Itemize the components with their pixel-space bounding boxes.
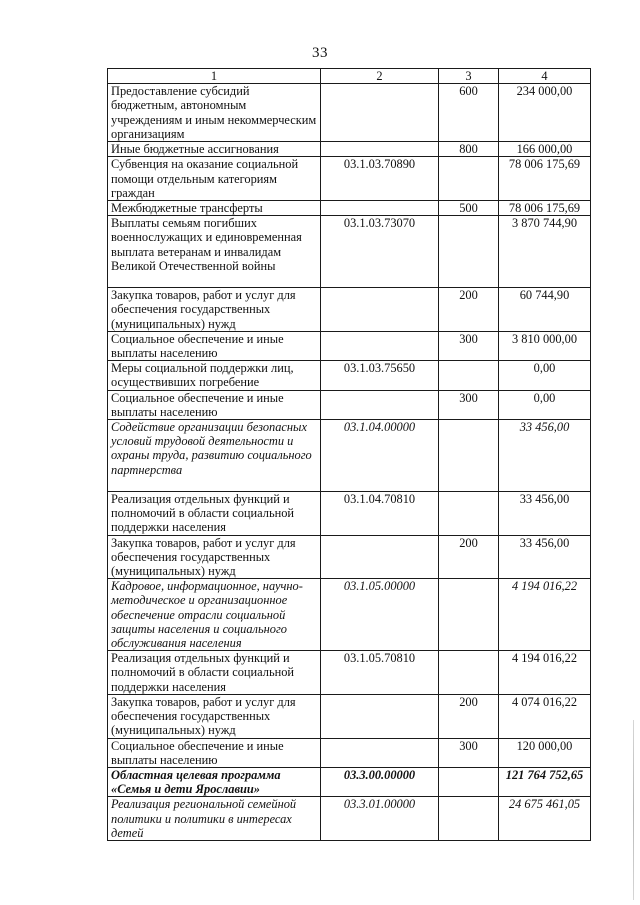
header-cell: 4 — [499, 69, 591, 84]
table-row — [108, 142, 591, 157]
table-row — [108, 157, 591, 201]
row-name-cell: Межбюджетные трансферты — [108, 201, 321, 216]
budget-table — [107, 68, 591, 841]
row-code-cell: 03.1.04.70810 — [321, 492, 439, 536]
table-row — [108, 579, 591, 651]
row-expense-type-cell — [439, 651, 499, 695]
row-expense-type-cell: 200 — [439, 288, 499, 332]
row-code-cell — [321, 288, 439, 332]
table-row — [108, 492, 591, 536]
row-expense-type-cell: 600 — [439, 84, 499, 142]
row-amount-cell: 24 675 461,05 — [499, 797, 591, 841]
row-code-cell — [321, 738, 439, 767]
table-row — [108, 535, 591, 579]
row-expense-type-cell — [439, 492, 499, 536]
row-code-cell: 03.3.00.00000 — [321, 767, 439, 796]
row-name-cell: Закупка товаров, работ и услуг для обеспечения государственных (муниципальных) нужд — [108, 535, 321, 579]
row-name-cell: Областная целевая программа «Семья и дети Ярославии» — [108, 767, 321, 796]
row-amount-cell: 3 870 744,90 — [499, 216, 591, 288]
row-amount-cell: 121 764 752,65 — [499, 767, 591, 796]
row-name-cell: Предоставление субсидий бюджетным, автономным учреждениям и иным некоммерческим организациям — [108, 84, 321, 142]
table-row — [108, 84, 591, 142]
row-expense-type-cell — [439, 361, 499, 390]
row-expense-type-cell: 800 — [439, 142, 499, 157]
row-name-cell: Социальное обеспечение и иные выплаты населению — [108, 738, 321, 767]
row-amount-cell: 4 074 016,22 — [499, 694, 591, 738]
table-row — [108, 420, 591, 492]
row-expense-type-cell: 300 — [439, 390, 499, 419]
row-name-cell: Субвенция на оказание социальной помощи отдельным категориям граждан — [108, 157, 321, 201]
row-amount-cell: 120 000,00 — [499, 738, 591, 767]
row-code-cell: 03.1.04.00000 — [321, 420, 439, 492]
row-amount-cell: 0,00 — [499, 390, 591, 419]
row-code-cell: 03.1.03.70890 — [321, 157, 439, 201]
row-amount-cell: 4 194 016,22 — [499, 579, 591, 651]
row-expense-type-cell: 300 — [439, 331, 499, 360]
row-expense-type-cell — [439, 579, 499, 651]
table-row — [108, 361, 591, 390]
row-code-cell — [321, 535, 439, 579]
row-name-cell: Кадровое, информационное, научно-методическое и организационное обеспечение отрасли социальной защиты населения и социального обслуживания населения — [108, 579, 321, 651]
row-expense-type-cell — [439, 420, 499, 492]
table-row — [108, 216, 591, 288]
row-amount-cell: 60 744,90 — [499, 288, 591, 332]
header-cell: 3 — [439, 69, 499, 84]
table-row — [108, 797, 591, 841]
row-code-cell: 03.1.05.70810 — [321, 651, 439, 695]
row-code-cell — [321, 201, 439, 216]
row-amount-cell: 0,00 — [499, 361, 591, 390]
header-cell: 2 — [321, 69, 439, 84]
table-row — [108, 331, 591, 360]
row-amount-cell: 4 194 016,22 — [499, 651, 591, 695]
row-code-cell: 03.1.05.00000 — [321, 579, 439, 651]
scan-edge-artifact — [633, 720, 634, 900]
row-code-cell — [321, 694, 439, 738]
row-expense-type-cell: 200 — [439, 694, 499, 738]
row-code-cell — [321, 142, 439, 157]
row-code-cell: 03.3.01.00000 — [321, 797, 439, 841]
row-name-cell: Меры социальной поддержки лиц, осуществивших погребение — [108, 361, 321, 390]
row-code-cell: 03.1.03.75650 — [321, 361, 439, 390]
row-amount-cell: 33 456,00 — [499, 535, 591, 579]
row-expense-type-cell — [439, 157, 499, 201]
row-name-cell: Реализация региональной семейной политики и политики в интересах детей — [108, 797, 321, 841]
row-name-cell: Выплаты семьям погибших военнослужащих и единовременная выплата ветеранам и инвалидам Великой Отечественной войны — [108, 216, 321, 288]
table-row — [108, 651, 591, 695]
row-expense-type-cell: 300 — [439, 738, 499, 767]
row-amount-cell: 166 000,00 — [499, 142, 591, 157]
row-code-cell: 03.1.03.73070 — [321, 216, 439, 288]
table-row — [108, 738, 591, 767]
row-expense-type-cell — [439, 767, 499, 796]
row-expense-type-cell: 200 — [439, 535, 499, 579]
row-name-cell: Иные бюджетные ассигнования — [108, 142, 321, 157]
table-row — [108, 767, 591, 796]
row-expense-type-cell: 500 — [439, 201, 499, 216]
row-expense-type-cell — [439, 797, 499, 841]
page-number: 33 — [312, 45, 328, 61]
table-row — [108, 390, 591, 419]
row-name-cell: Содействие организации безопасных условий трудовой деятельности и охраны труда, развитию социального партнерства — [108, 420, 321, 492]
row-name-cell: Социальное обеспечение и иные выплаты населению — [108, 331, 321, 360]
header-cell: 1 — [108, 69, 321, 84]
row-amount-cell: 33 456,00 — [499, 492, 591, 536]
row-name-cell: Реализация отдельных функций и полномочий в области социальной поддержки населения — [108, 492, 321, 536]
row-name-cell: Реализация отдельных функций и полномочий в области социальной поддержки населения — [108, 651, 321, 695]
row-amount-cell: 33 456,00 — [499, 420, 591, 492]
row-amount-cell: 3 810 000,00 — [499, 331, 591, 360]
row-code-cell — [321, 331, 439, 360]
header-row — [108, 69, 591, 84]
row-code-cell — [321, 84, 439, 142]
table-row — [108, 694, 591, 738]
table-row — [108, 201, 591, 216]
row-code-cell — [321, 390, 439, 419]
row-name-cell: Закупка товаров, работ и услуг для обеспечения государственных (муниципальных) нужд — [108, 694, 321, 738]
row-amount-cell: 78 006 175,69 — [499, 201, 591, 216]
row-amount-cell: 234 000,00 — [499, 84, 591, 142]
row-expense-type-cell — [439, 216, 499, 288]
row-amount-cell: 78 006 175,69 — [499, 157, 591, 201]
row-name-cell: Закупка товаров, работ и услуг для обеспечения государственных (муниципальных) нужд — [108, 288, 321, 332]
row-name-cell: Социальное обеспечение и иные выплаты населению — [108, 390, 321, 419]
table-row — [108, 288, 591, 332]
